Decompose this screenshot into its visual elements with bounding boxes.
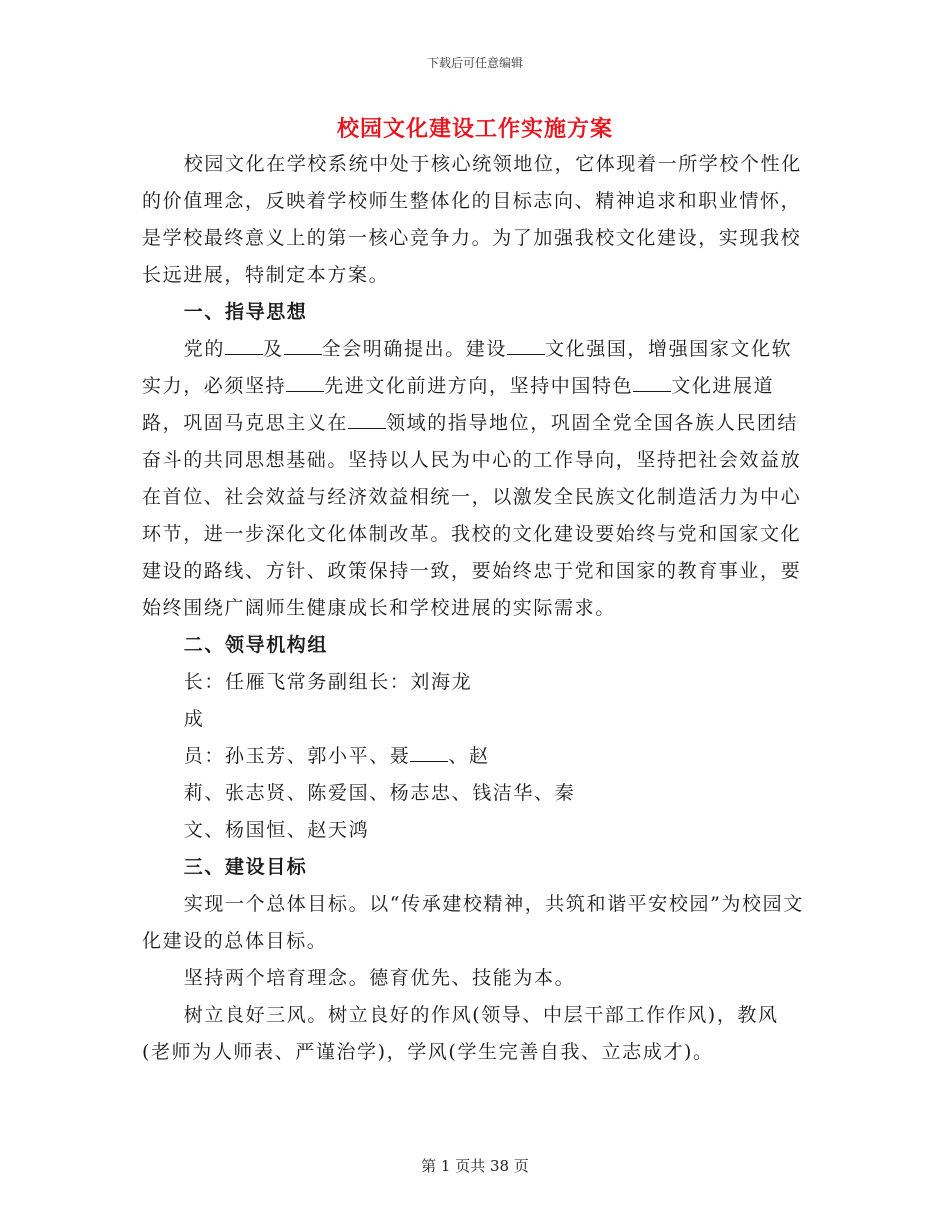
fill-blank xyxy=(348,410,386,429)
text-fragment: 及 xyxy=(263,338,284,360)
guiding-ideology-paragraph xyxy=(142,331,808,627)
leadership-line: 莉、张志贤、陈爱国、杨志忠、钱洁华、秦 xyxy=(183,782,576,804)
fill-blank xyxy=(633,373,671,392)
fill-blank xyxy=(286,373,324,392)
text-fragment: 党的 xyxy=(183,338,225,360)
section-heading-guiding-ideology: 一、指导思想 xyxy=(183,301,308,323)
goals-paragraph: 坚持两个培育理念。德育优先、技能为本。 xyxy=(183,967,576,989)
fill-blank xyxy=(225,336,263,355)
text-fragment: 文化进展道路，巩固马克思主义在 xyxy=(142,375,775,434)
intro-paragraph: 校园文化在学校系统中处于核心统领地位，它体现着一所学校个性化的价值理念，反映着学校师生整体化的目标志向、精神追求和职业情怀，是学校最终意义上的第一核心竞争力。为了加强我校文化建设，实现我校长远进展，特制定本方案。 xyxy=(142,153,802,286)
text-fragment: 、赵 xyxy=(448,745,490,767)
leadership-line: 长：任雁飞常务副组长：刘海龙 xyxy=(183,671,473,693)
goals-paragraph: 实现一个总体目标。以“传承建校精神，共筑和谐平安校园”为校园文化建设的总体目标。 xyxy=(142,893,804,952)
fill-blank xyxy=(507,336,545,355)
goals-paragraph: 树立良好三风。树立良好的作风(领导、中层干部工作作风)，教风(老师为人师表、严谨治学)，学风(学生完善自我、立志成才)。 xyxy=(142,1004,779,1063)
page-number-footer: 第 1 页共 38 页 xyxy=(421,1157,529,1175)
section-heading-goals: 三、建设目标 xyxy=(183,856,308,878)
document-body xyxy=(142,146,808,1071)
fill-blank xyxy=(410,743,448,762)
fill-blank xyxy=(284,336,322,355)
page-header-note: 下载后可任意编辑 xyxy=(426,56,523,70)
text-fragment: 领域的指导地位，巩固全党全国各族人民团结奋斗的共同思想基础。坚持以人民为中心的工作导向，坚持把社会效益放在首位、社会效益与经济效益相统一，以激发全民族文化制造活力为中心环节，进一步深化文化体制改革。我校的文化建设要始终与党和国家文化建设的路线、方针、政策保持一致，要始终忠于党和国家的教育事业，要始终围绕广阔师生健康成长和学校进展的实际需求。 xyxy=(142,412,802,619)
text-fragment: 全会明确提出。建设 xyxy=(321,338,508,360)
text-fragment: 文化强国，增强国家文化软实力，必须坚持 xyxy=(142,338,793,397)
leadership-line xyxy=(142,738,808,775)
document-title: 校园文化建设工作实施方案 xyxy=(336,116,613,142)
text-fragment: 员：孙玉芳、郭小平、聂 xyxy=(183,745,411,767)
section-heading-leadership: 二、领导机构组 xyxy=(183,634,328,656)
leadership-line: 文、杨国恒、赵天鸿 xyxy=(183,819,370,841)
leadership-line: 成 xyxy=(183,708,205,730)
text-fragment: 先进文化前进方向，坚持中国特色 xyxy=(324,375,634,397)
